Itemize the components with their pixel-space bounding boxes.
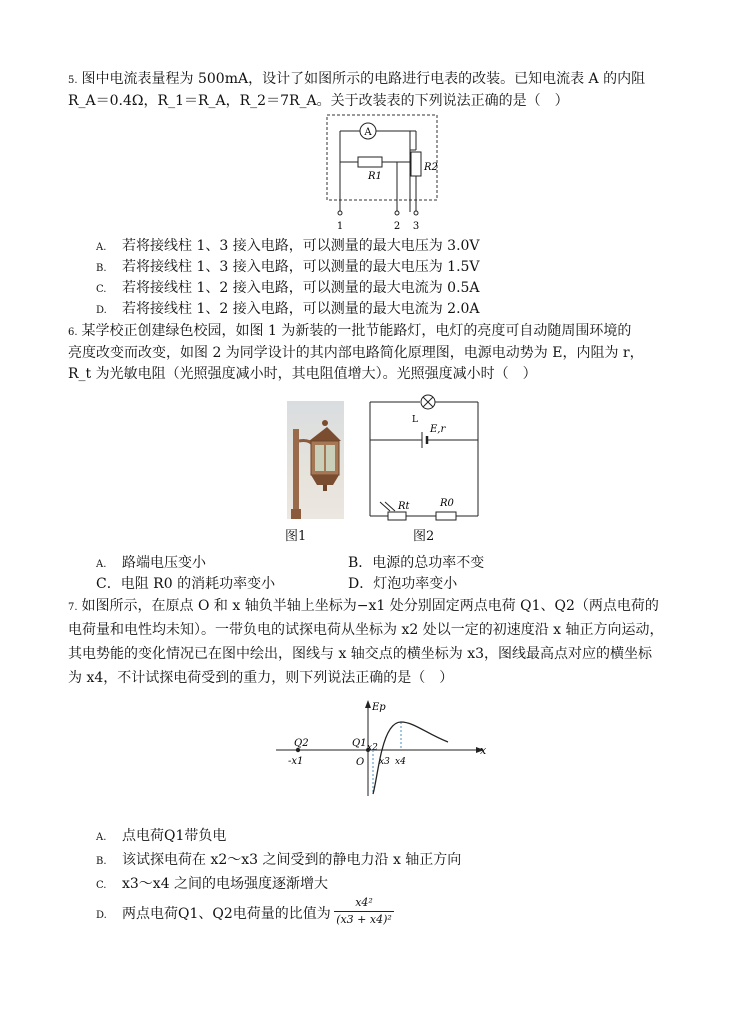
origin-label: O <box>356 757 365 768</box>
q5-stem-line-2: R_A＝0.4Ω，R_1＝R_A，R_2＝7R_A。关于改装表的下列说法正确的是（ ） <box>68 93 569 109</box>
q1-label: Q1 <box>352 738 367 749</box>
q7-option-b: B. 该试探电荷在 x2～x3 之间受到的静电力沿 x 轴正方向 <box>96 852 462 868</box>
terminal-1: 1 <box>336 221 344 232</box>
terminal-2: 2 <box>393 221 401 232</box>
r1-resistor <box>358 157 382 167</box>
q7-line-1 <box>68 596 659 618</box>
resistor-r0 <box>436 512 456 520</box>
q6-option-d: D．灯泡功率变小 <box>348 576 458 592</box>
q7-stem-line-4: 为 x4，不计试探电荷受到的重力，则下列说法正确的是（ ） <box>68 670 454 686</box>
street-lamp-photo <box>287 401 344 519</box>
q2-label: Q2 <box>294 738 309 749</box>
lamp-label: L <box>412 415 418 425</box>
q7-stem-line-1: 如图所示，在原点 O 和 x 轴负半轴上坐标为−x1 处分别固定两点电荷 Q1、Q2（两点电荷的 <box>81 598 659 614</box>
q6-stem-line-1: 某学校正创建绿色校园，如图 1 为新装的一批节能路灯，电灯的亮度可自动随周围环境的 <box>81 323 632 339</box>
rt-label: Rt <box>398 501 410 512</box>
q6-stem-line-3: R_t 为光敏电阻（光照强度减小时，其电阻值增大）。光照强度减小时（ ） <box>68 366 537 382</box>
figure-1-caption: 图1 <box>285 529 307 544</box>
q7-option-c: C. x3～x4 之间的电场强度逐渐增大 <box>96 876 329 892</box>
q6-number: 6. <box>68 327 78 338</box>
q6-line-1 <box>68 321 631 343</box>
q7-number: 7. <box>68 602 78 613</box>
q7-ratio-fraction <box>334 896 394 927</box>
q6-circuit-figure <box>362 392 487 524</box>
q5-stem-line-1: 图中电流表量程为 500mA，设计了如图所示的电路进行电表的改装。已知电流表 A 的内阻 <box>81 71 646 87</box>
q6-option-c: C．电阻 R0 的消耗功率变小 <box>96 576 276 592</box>
source-label: E,r <box>430 424 446 435</box>
r0-label: R0 <box>440 498 454 509</box>
q5-option-d: D. 若将接线柱 1、2 接入电路，可以测量的最大电流为 2.0A <box>96 301 480 317</box>
q5-option-c: C. 若将接线柱 1、2 接入电路，可以测量的最大电流为 0.5A <box>96 280 480 296</box>
q5-option-a: A. 若将接线柱 1、3 接入电路，可以测量的最大电压为 3.0V <box>96 238 480 254</box>
q6-stem-line-2: 亮度改变而改变，如图 2 为同学设计的其内部电路简化原理图，电源电动势为 E，内阻为 r， <box>68 345 644 361</box>
q5-circuit-figure <box>320 112 445 234</box>
q6-option-b: B．电源的总功率不变 <box>348 555 485 571</box>
x-axis-label: x <box>480 744 487 757</box>
ammeter-label: A <box>364 127 372 138</box>
ep-axis-label: Ep <box>372 702 386 713</box>
fraction-numerator: x4² <box>355 896 373 909</box>
q7-potential-energy-graph <box>272 698 492 798</box>
r2-label: R2 <box>424 162 438 173</box>
photoresistor-rt <box>388 512 406 520</box>
r1-label: R1 <box>368 171 382 182</box>
q6-option-a: A. 路端电压变小 <box>96 555 206 571</box>
q7-stem-line-2: 电荷量和电性均未知）。一带负电的试探电荷从坐标为 x2 处以一定的初速度沿 x 轴正方向运动， <box>68 622 664 638</box>
x2-label: x2 <box>367 743 378 753</box>
x4-label: x4 <box>395 757 406 767</box>
terminal-3: 3 <box>412 221 420 232</box>
figure-2-caption: 图2 <box>413 529 435 544</box>
q5-option-b: B. 若将接线柱 1、3 接入电路，可以测量的最大电压为 1.5V <box>96 259 480 275</box>
minus-x1-label: -x1 <box>288 756 304 767</box>
x3-label: x3 <box>379 757 390 767</box>
q5-line-1 <box>68 69 645 91</box>
q5-number: 5. <box>68 75 78 86</box>
q7-option-d: D. 两点电荷Q1、Q2电荷量的比值为 <box>96 906 331 922</box>
q7-stem-line-3: 其电势能的变化情况已在图中绘出，图线与 x 轴交点的横坐标为 x3，图线最高点对应的横坐标 <box>68 646 653 662</box>
r2-resistor <box>411 152 421 176</box>
q7-option-a: A. 点电荷Q1带负电 <box>96 828 227 844</box>
fraction-denominator: (x3 + x4)² <box>336 913 392 926</box>
